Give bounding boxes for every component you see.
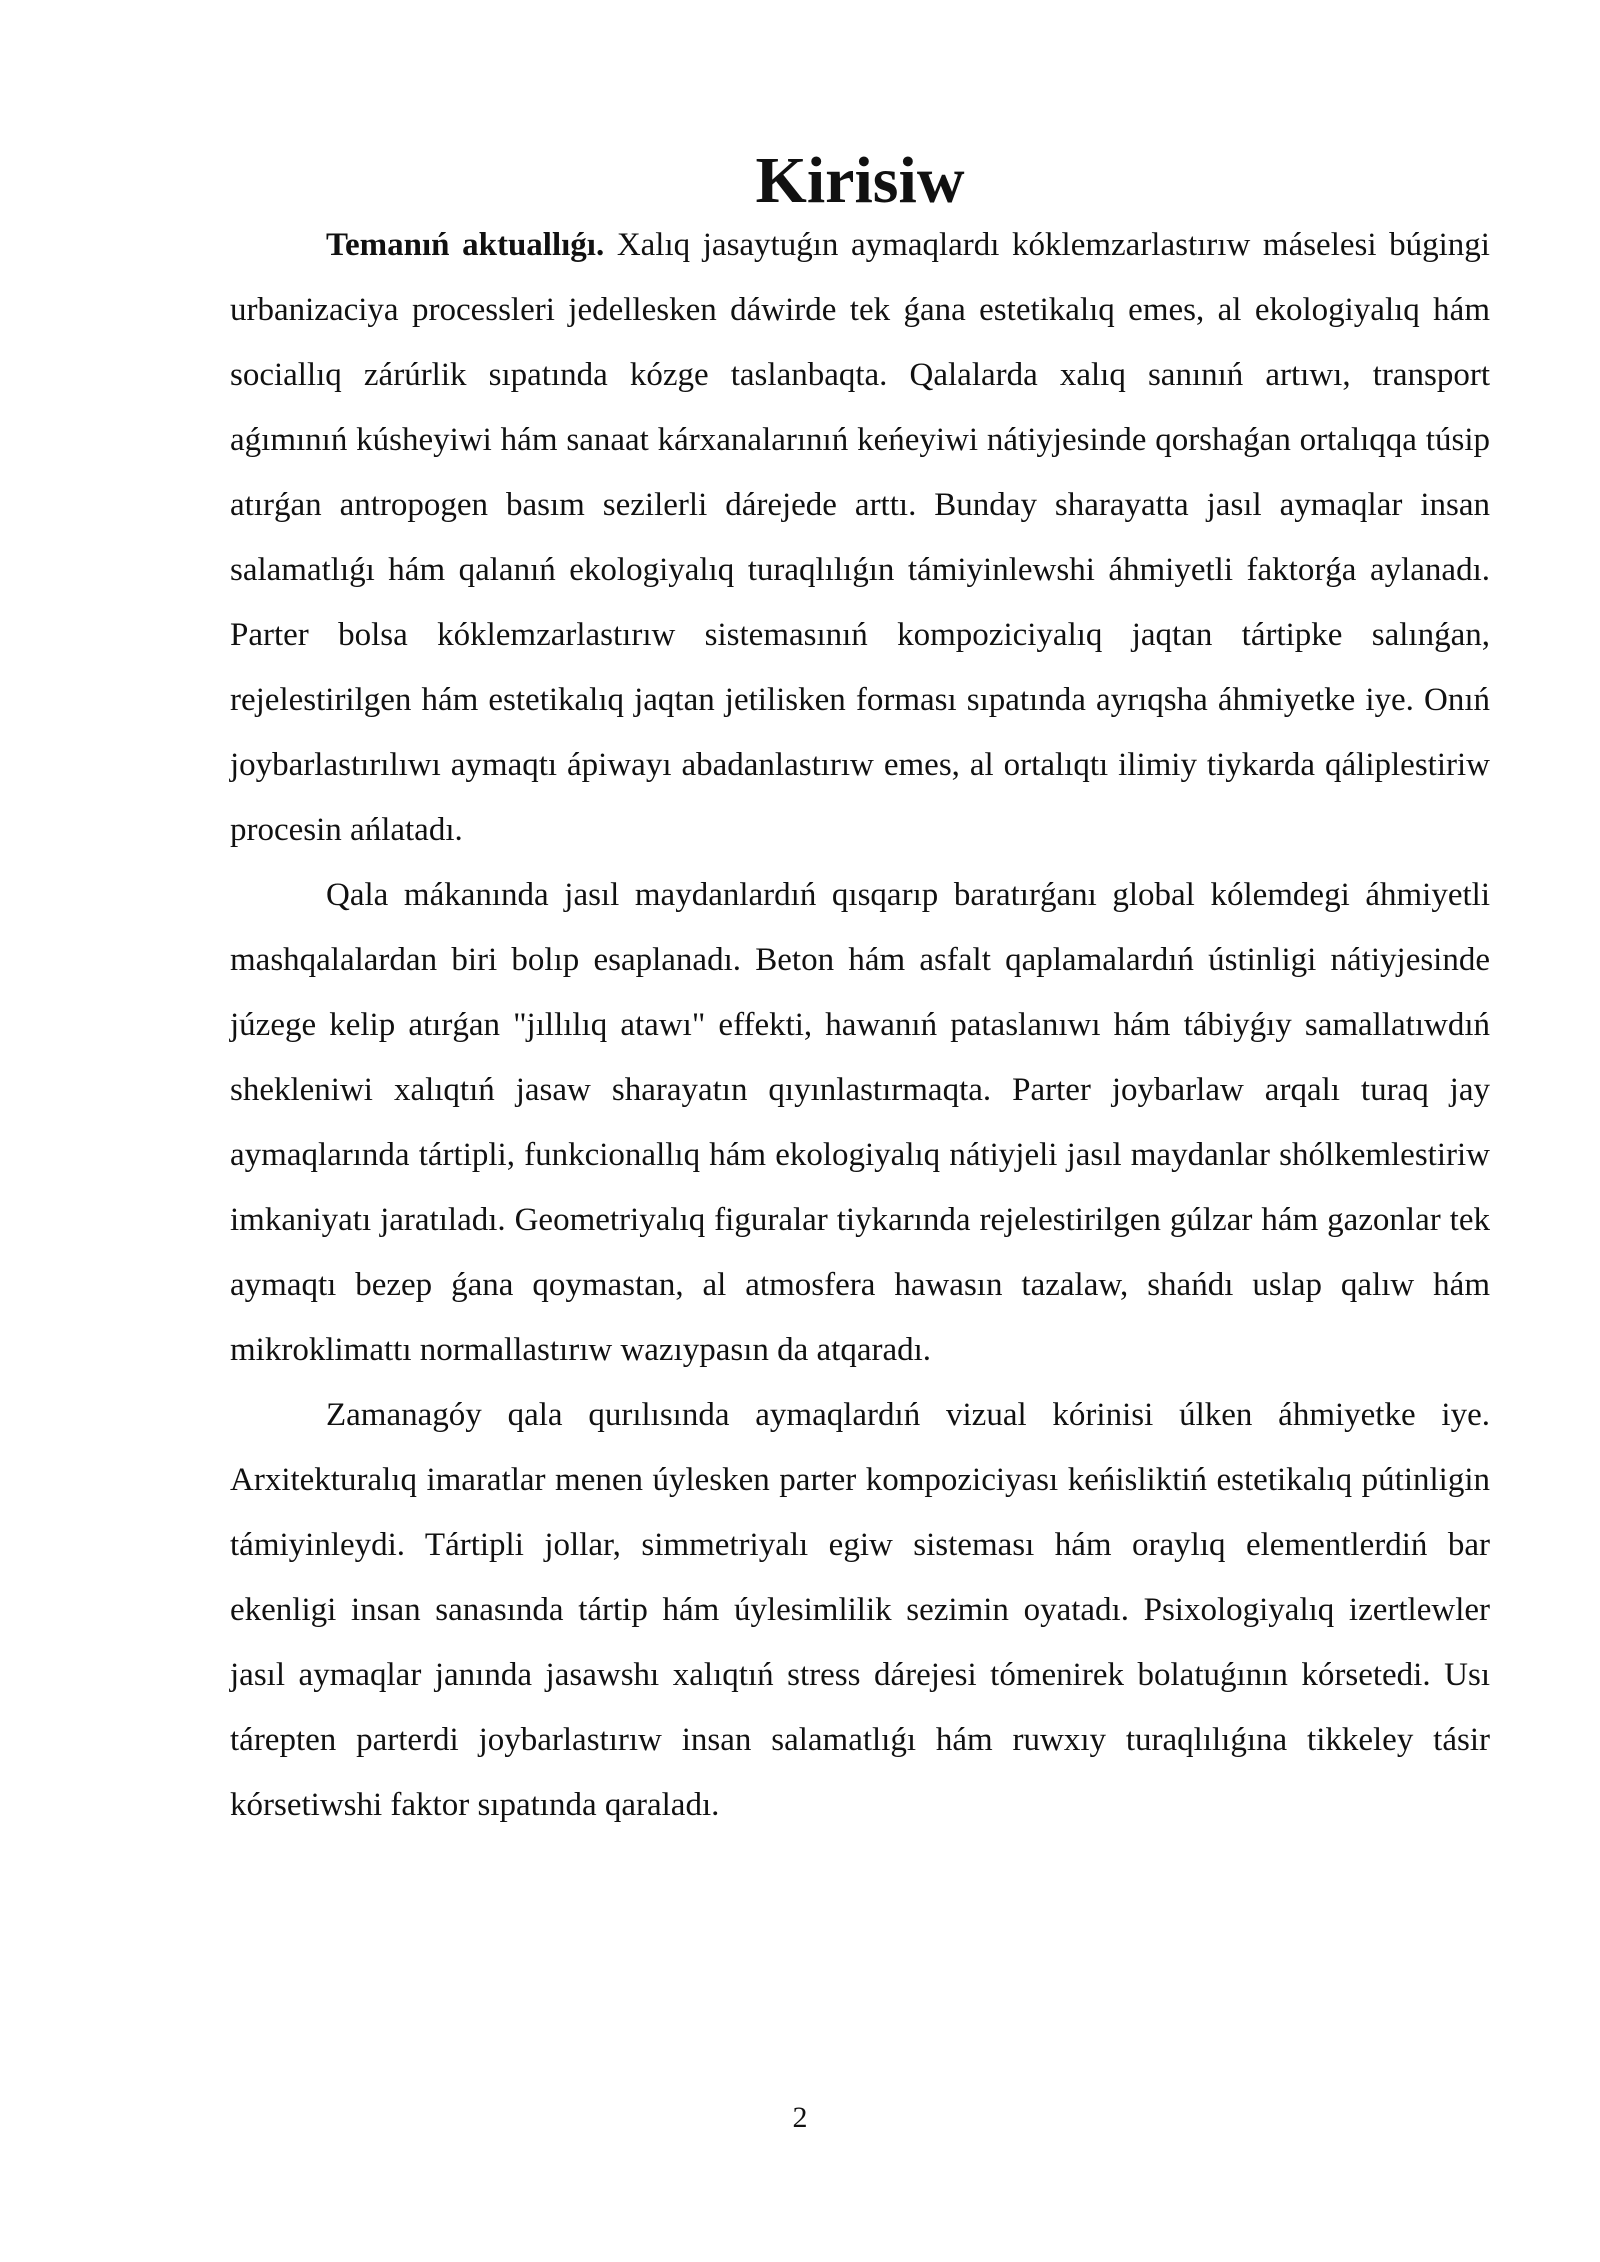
paragraph-text: Qala mákanında jasıl maydanlardıń qısqarıp baratırǵanı global kólemdegi áhmiyetli mashqalalardan biri bolıp esaplanadı. Beton hám asfalt qaplamalardıń ústinligi nátiyjesinde júzege kelip atırǵan "jıllılıq atawı" effekti, hawanıń pataslanıwı hám tábiyǵıy samallatıwdıń shekleniwi xalıqtıń jasaw sharayatın qıyınlastırmaqta. Parter joybarlaw arqalı turaq jay aymaqlarında tártipli, funkcionallıq hám ekologiyalıq nátiyjeli jasıl maydanlar shólkemlestiriw imkaniyatı jaratıladı. Geometriyalıq figuralar tiykarında rejelestirilgen gúlzar hám gazonlar tek aymaqtı bezep ǵana qoymastan, al atmosfera hawasın tazalaw, shańdı uslap qalıw hám mikroklimattı normallastırıw wazıypasın da atqaradı.: [230, 877, 1490, 1368]
paragraph-3: [230, 1383, 1490, 1838]
page-number: 2: [792, 2101, 808, 2134]
paragraph-2: [230, 863, 1490, 1383]
page-content: [230, 144, 1490, 1838]
section-title: Kirisiw: [755, 144, 965, 217]
paragraph-lead-heading: Temanıń aktuallıǵı.: [326, 227, 605, 263]
paragraph-text: Zamanagóy qala qurılısında aymaqlardıń vizual kórinisi úlken áhmiyetke iye. Arxitekturalıq imaratlar menen úylesken parter kompoziciyası keńisliktiń estetikalıq pútinligin támiyinleydi. Tártipli jollar, simmetriyalı egiw sisteması hám oraylıq elementlerdiń bar ekenligi insan sanasında tártip hám úylesimlilik sezimin oyatadı. Psixologiyalıq izertlewler jasıl aymaqlar janında jasawshı xalıqtıń stress dárejesi tómenirek bolatuǵının kórsetedi. Usı tárepten parterdi joybarlastırıw insan salamatlıǵı hám ruwxıy turaqlılıǵına tikkeley tásir kórsetiwshi faktor sıpatında qaraladı.: [230, 1397, 1490, 1823]
paragraph-text: Xalıq jasaytuǵın aymaqlardı kóklemzarlastırıw máselesi búgingi urbanizaciya processleri jedellesken dáwirde tek ǵana estetikalıq emes, al ekologiyalıq hám sociallıq zárúrlik sıpatında kózge taslanbaqta. Qalalarda xalıq sanınıń artıwı, transport aǵımınıń kúsheyiwi hám sanaat kárxanalarınıń keńeyiwi nátiyjesinde qorshaǵan ortalıqqa túsip atırǵan antropogen basım sezilerli dárejede arttı. Bunday sharayatta jasıl aymaqlar insan salamatlıǵı hám qalanıń ekologiyalıq turaqlılıǵın támiyinlewshi áhmiyetli faktorǵa aylanadı. Parter bolsa kóklemzarlastırıw sistemasınıń kompoziciyalıq jaqtan tártipke salınǵan, rejelestirilgen hám estetikalıq jaqtan jetilisken forması sıpatında ayrıqsha áhmiyetke iye. Onıń joybarlastırılıwı aymaqtı ápiwayı abadanlastırıw emes, al ortalıqtı ilimiy tiykarda qáliplestiriw procesin ańlatadı.: [230, 227, 1490, 848]
paragraph-1: [230, 213, 1490, 863]
